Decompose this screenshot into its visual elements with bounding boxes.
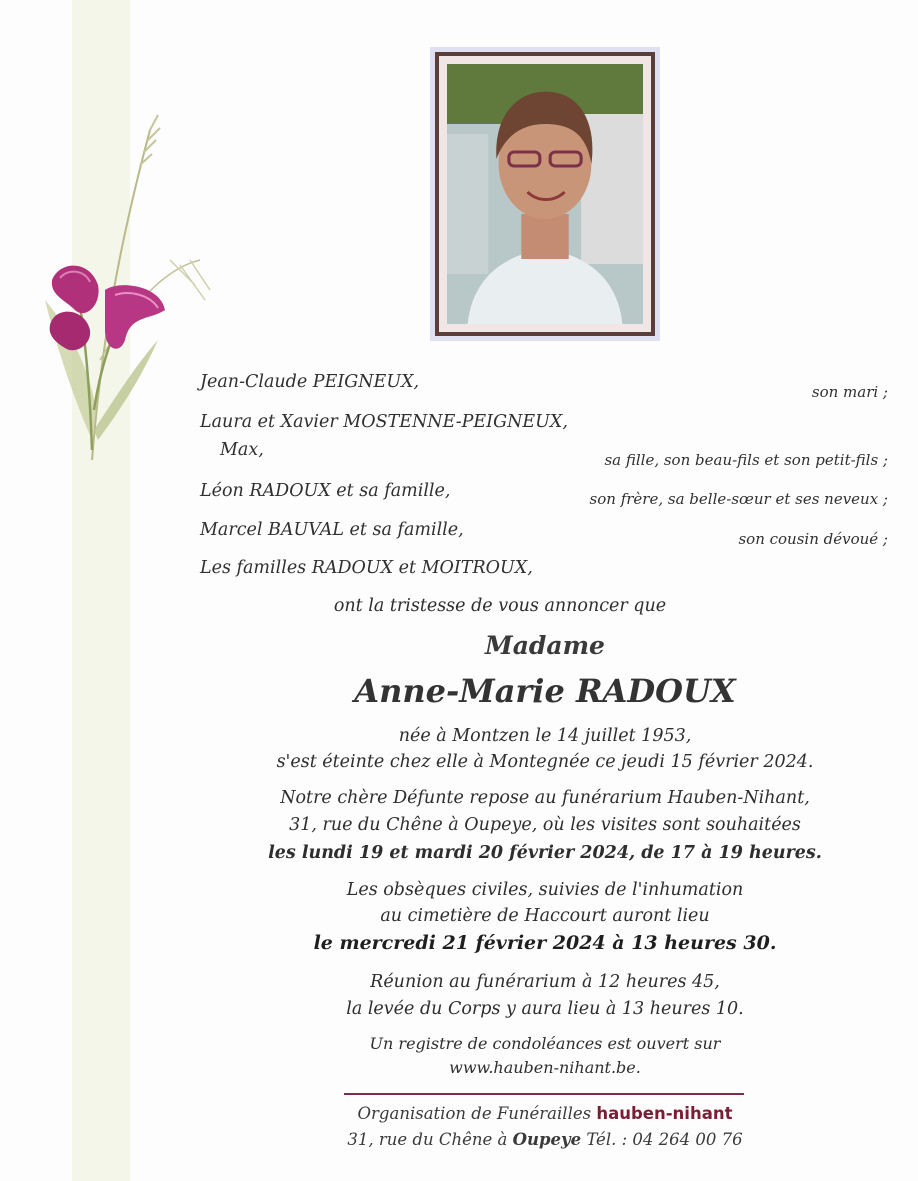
footer-org-prefix: Organisation de Funérailles (357, 1104, 592, 1123)
family-relation-4: son cousin dévoué ; (738, 530, 888, 548)
family-name-2b: Max, (220, 440, 264, 460)
footer-address-line (140, 1130, 918, 1149)
funeral-text-1: Les obsèques civiles, suivies de l'inhumation (346, 880, 744, 900)
family-name-3: Léon RADOUX et sa famille, (200, 481, 451, 501)
family-name-2: Laura et Xavier MOSTENNE-PEIGNEUX, (200, 412, 568, 432)
register-text: Un registre de condoléances est ouvert sur (369, 1034, 721, 1053)
meeting-text-2: la levée du Corps y aura lieu à 13 heures 10. (346, 999, 744, 1019)
visits-text: les lundi 19 et mardi 20 février 2024, de 17 à 19 heures. (268, 843, 822, 863)
funeral-text-2: au cimetière de Haccourt auront lieu (380, 906, 710, 926)
footer-phone: Tél. : 04 264 00 76 (586, 1130, 743, 1149)
announcement-text: ont la tristesse de vous annoncer que (333, 596, 667, 616)
portrait-photo-icon (447, 64, 643, 324)
meeting-text-1: Réunion au funérarium à 12 heures 45, (370, 972, 720, 992)
deceased-name: Anne-Marie RADOUX (354, 672, 736, 710)
family-name-4: Marcel BAUVAL et sa famille, (200, 520, 464, 540)
family-relation-2: sa fille, son beau-fils et son petit-fils ; (604, 451, 888, 469)
family-relation-3: son frère, sa belle-sœur et ses neveux ; (589, 490, 888, 508)
calla-lily-illustration (30, 110, 220, 470)
funeral-date: le mercredi 21 février 2024 à 13 heures 30. (313, 932, 777, 954)
rest-text-2: 31, rue du Chêne à Oupeye, où les visites sont souhaitées (289, 815, 801, 835)
footer-address: 31, rue du Chêne à (347, 1130, 508, 1149)
brand-logo: hauben-nihant (596, 1104, 733, 1123)
rest-text-1: Notre chère Défunte repose au funérarium Hauben-Nihant, (280, 788, 810, 808)
footer-divider (344, 1093, 744, 1095)
family-name-1: Jean-Claude PEIGNEUX, (200, 372, 420, 392)
birth-text: née à Montzen le 14 juillet 1953, (398, 726, 692, 746)
title-madame: Madame (485, 631, 605, 660)
family-relation-1: son mari ; (811, 383, 888, 401)
footer-org-line (140, 1104, 918, 1123)
register-link[interactable]: www.hauben-nihant.be. (449, 1058, 641, 1077)
death-text: s'est éteinte chez elle à Montegnée ce jeudi 15 février 2024. (276, 752, 814, 772)
footer-town: Oupeye (512, 1130, 582, 1149)
portrait-photo-frame (430, 47, 660, 341)
family-name-5: Les familles RADOUX et MOITROUX, (200, 558, 533, 578)
